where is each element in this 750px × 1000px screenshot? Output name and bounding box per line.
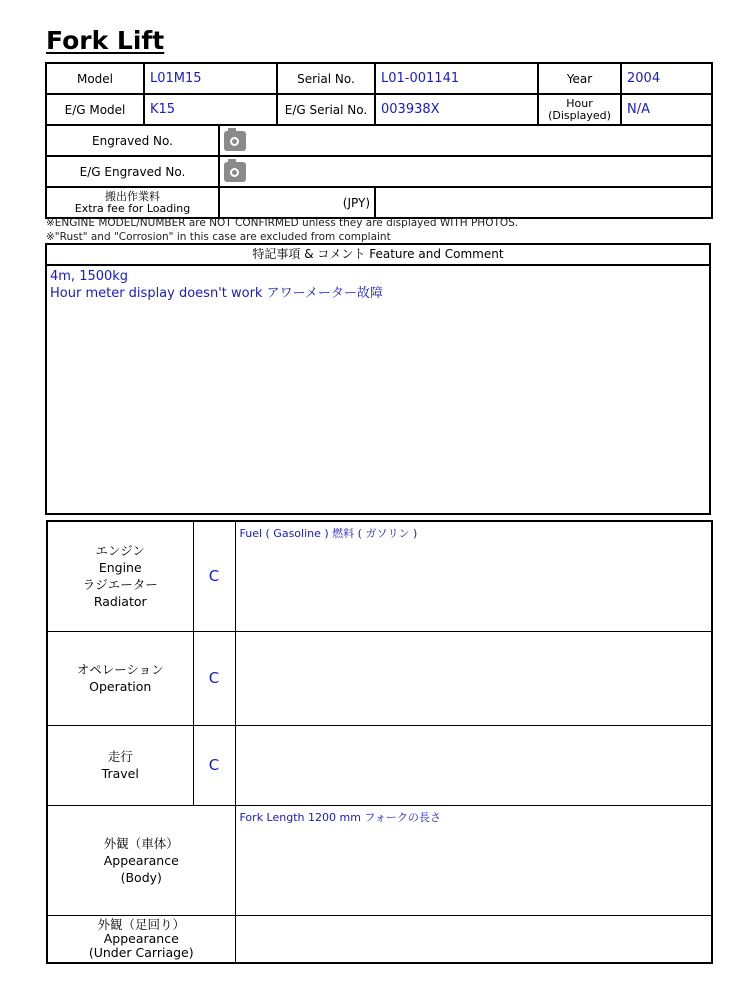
operation-label-jp: オペレーション xyxy=(76,662,164,677)
hour-value: N/A xyxy=(621,94,712,125)
operation-comment xyxy=(235,631,712,725)
appearance-under-label-en: Appearance xyxy=(103,930,179,946)
engraved-label: Engraved No. xyxy=(46,125,219,156)
travel-grade: C xyxy=(193,725,235,805)
year-label: Year xyxy=(538,63,621,94)
spec-row-engraved xyxy=(46,125,712,156)
engine-label-en: Engine xyxy=(98,560,142,576)
appearance-body-label-jp: 外観（車体） xyxy=(103,835,179,851)
appearance-under-label-jp: 外観（足回り） xyxy=(97,916,185,932)
operation-grade: C xyxy=(193,631,235,725)
loading-fee-value xyxy=(375,187,712,218)
eg-serial-label: E/G Serial No. xyxy=(277,94,375,125)
eg-engraved-value xyxy=(219,156,712,187)
engraved-value xyxy=(219,125,712,156)
camera-icon[interactable] xyxy=(224,131,246,151)
eg-serial-value: 003938X xyxy=(375,94,538,125)
travel-label-en: Travel xyxy=(101,766,139,781)
inspection-row-appearance-body xyxy=(47,805,712,915)
engine-grade: C xyxy=(193,521,235,631)
loading-fee-label-jp: 搬出作業料 xyxy=(105,189,160,203)
operation-label-en: Operation xyxy=(89,679,152,694)
feature-comment-box xyxy=(45,243,711,515)
inspection-row-appearance-under xyxy=(47,915,712,963)
hour-label xyxy=(538,94,621,125)
engine-label xyxy=(47,521,193,631)
appearance-body-label xyxy=(47,805,235,915)
note-engine-confirm: ※ENGINE MODEL/NUMBER are NOT CONFIRMED unless they are displayed WITH PHOTOS. xyxy=(46,217,519,229)
operation-label xyxy=(47,631,193,725)
radiator-label-jp: ラジエーター xyxy=(82,577,158,593)
year-value: 2004 xyxy=(621,63,712,94)
appearance-under-comment xyxy=(235,915,712,963)
hour-label-line1: Hour xyxy=(566,96,593,110)
page-title: Fork Lift xyxy=(46,26,165,55)
appearance-under-label xyxy=(47,915,235,963)
loading-fee-label-en: Extra fee for Loading xyxy=(74,201,191,215)
radiator-label-en: Radiator xyxy=(93,594,147,610)
spec-table xyxy=(45,62,713,219)
inspection-row-operation xyxy=(47,631,712,725)
note-rust: ※"Rust" and "Corrosion" in this case are excluded from complaint xyxy=(46,231,391,243)
appearance-body-label-en: Appearance xyxy=(103,852,179,868)
hour-label-line2: (Displayed) xyxy=(548,108,611,122)
spec-row-eg-engraved xyxy=(46,156,712,187)
eg-model-label: E/G Model xyxy=(46,94,144,125)
feature-comment-header: 特記事項 & コメント Feature and Comment xyxy=(47,245,709,266)
feature-line: Hour meter display doesn't work アワーメーター故障 xyxy=(50,286,383,301)
spec-row-loading-fee xyxy=(46,187,712,218)
inspection-row-engine xyxy=(47,521,712,631)
model-value: L01M15 xyxy=(144,63,277,94)
camera-icon[interactable] xyxy=(224,162,246,182)
inspection-row-travel xyxy=(47,725,712,805)
inspection-table xyxy=(46,520,713,964)
feature-line: 4m, 1500kg xyxy=(50,269,129,284)
spec-row-eg-model xyxy=(46,94,712,125)
travel-label xyxy=(47,725,193,805)
model-label: Model xyxy=(46,63,144,94)
appearance-body-label-sub: (Body) xyxy=(120,869,162,885)
travel-label-jp: 走行 xyxy=(107,749,133,764)
spec-row-model xyxy=(46,63,712,94)
eg-model-value: K15 xyxy=(144,94,277,125)
loading-fee-currency: (JPY) xyxy=(219,187,375,218)
serial-value: L01-001141 xyxy=(375,63,538,94)
appearance-under-label-sub: (Under Carriage) xyxy=(88,944,194,960)
serial-label: Serial No. xyxy=(277,63,375,94)
appearance-body-comment: Fork Length 1200 mm フォークの長さ xyxy=(235,805,712,915)
travel-comment xyxy=(235,725,712,805)
eg-engraved-label: E/G Engraved No. xyxy=(46,156,219,187)
engine-comment: Fuel ( Gasoline ) 燃料 ( ガソリン ) xyxy=(235,521,712,631)
engine-label-jp: エンジン xyxy=(95,543,145,559)
loading-fee-label xyxy=(46,187,219,218)
